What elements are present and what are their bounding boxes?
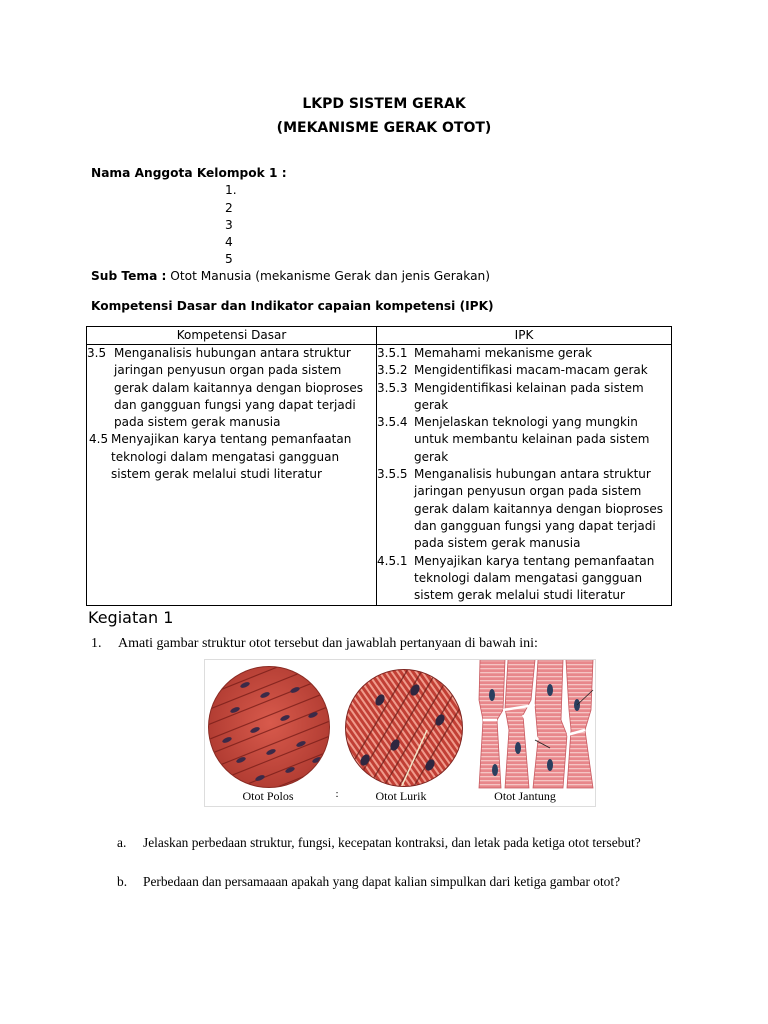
- kd-number: 3.5: [87, 346, 107, 360]
- label-separator: :: [335, 788, 339, 800]
- doc-title-line2: (MEKANISME GERAK OTOT): [276, 120, 492, 136]
- sub-question-a: [117, 834, 677, 852]
- doc-title-line1: LKPD SISTEM GERAK: [302, 96, 466, 112]
- subtheme-label: Sub Tema :: [91, 269, 167, 283]
- kd-text: Menganalisis hubungan antara struktur jaringan penyusun organ pada sistem gerak dalam kaitannya dengan bioproses dan gangguan fungsi yang dapat terjadi pada sistem gerak manusia: [114, 346, 363, 430]
- sub-question-letter: a.: [117, 835, 127, 850]
- competency-heading: Kompetensi Dasar dan Indikator capaian kompetensi (IPK): [91, 299, 494, 313]
- subtheme: [91, 269, 490, 283]
- ipk-text: Memahami mekanisme gerak: [414, 346, 593, 360]
- member-number: 2: [225, 201, 233, 215]
- ipk-text: Mengidentifikasi macam-macam gerak: [414, 363, 648, 378]
- striated-muscle-image: [325, 660, 500, 806]
- ipk-item: [377, 345, 671, 362]
- activity-heading: Kegiatan 1: [88, 608, 174, 627]
- members-label: Nama Anggota Kelompok 1 :: [91, 166, 287, 180]
- member-number: 4: [225, 235, 233, 249]
- ipk-text: Menganalisis hubungan antara struktur jaringan penyusun organ pada sistem gerak dalam kaitannya dengan bioproses dan gangguan fungsi yang dapat terjadi pada sistem gerak manusia: [414, 467, 663, 551]
- question-1-number: 1.: [91, 636, 102, 651]
- ipk-text: Menyajikan karya tentang pemanfaatan teknologi dalam mengatasi gangguan sistem gerak melalui studi literatur: [414, 553, 655, 603]
- kd-item: [87, 345, 376, 431]
- ipk-item: [377, 466, 671, 552]
- member-number: 3: [225, 218, 233, 232]
- sub-question-letter: b.: [117, 874, 128, 889]
- kd-item: [87, 431, 376, 483]
- sub-question-text: Perbedaan dan persamaaan apakah yang dapat kalian simpulkan dari ketiga gambar otot?: [143, 874, 621, 889]
- ipk-text: Menjelaskan teknologi yang mungkin untuk membantu kelainan pada sistem gerak: [414, 415, 650, 464]
- ipk-item: [377, 380, 671, 415]
- ipk-number: 3.5.5: [377, 467, 408, 482]
- member-number: 5: [225, 252, 233, 266]
- ipk-cell: [377, 345, 672, 606]
- ipk-item: [377, 362, 671, 379]
- ipk-number: 3.5.1: [377, 346, 408, 360]
- ipk-number: 3.5.3: [377, 380, 408, 395]
- muscle-figure: [204, 659, 596, 807]
- ipk-number: 3.5.2: [377, 363, 408, 378]
- question-1-text: Amati gambar struktur otot tersebut dan jawablah pertanyaan di bawah ini:: [118, 636, 538, 651]
- sub-question-b: [117, 873, 677, 891]
- competency-table: [86, 326, 672, 606]
- muscle-types-illustration: [205, 660, 595, 806]
- sub-question-text: Jelaskan perbedaan struktur, fungsi, kecepatan kontraksi, dan letak pada ketiga otot tersebut?: [143, 835, 641, 850]
- member-number: 1.: [225, 183, 237, 197]
- question-1: [91, 636, 538, 652]
- smooth-muscle-image: [205, 660, 345, 806]
- col-header-kd: Kompetensi Dasar: [87, 327, 377, 345]
- kd-number: 4.5: [89, 432, 109, 447]
- ipk-item: [377, 553, 671, 605]
- cardiac-muscle-image: [475, 660, 595, 788]
- label-striated-muscle: Otot Lurik: [375, 789, 427, 803]
- label-smooth-muscle: Otot Polos: [242, 789, 294, 803]
- col-header-ipk: IPK: [377, 327, 672, 345]
- ipk-item: [377, 414, 671, 466]
- label-cardiac-muscle: Otot Jantung: [494, 789, 556, 803]
- ipk-number: 3.5.4: [377, 415, 408, 430]
- subtheme-value: Otot Manusia (mekanisme Gerak dan jenis Gerakan): [166, 269, 491, 283]
- ipk-number: 4.5.1: [377, 553, 408, 568]
- ipk-text: Mengidentifikasi kelainan pada sistem gerak: [414, 380, 644, 412]
- kd-cell: [87, 345, 377, 606]
- kd-text: Menyajikan karya tentang pemanfaatan teknologi dalam mengatasi gangguan sistem gerak melalui studi literatur: [111, 432, 352, 482]
